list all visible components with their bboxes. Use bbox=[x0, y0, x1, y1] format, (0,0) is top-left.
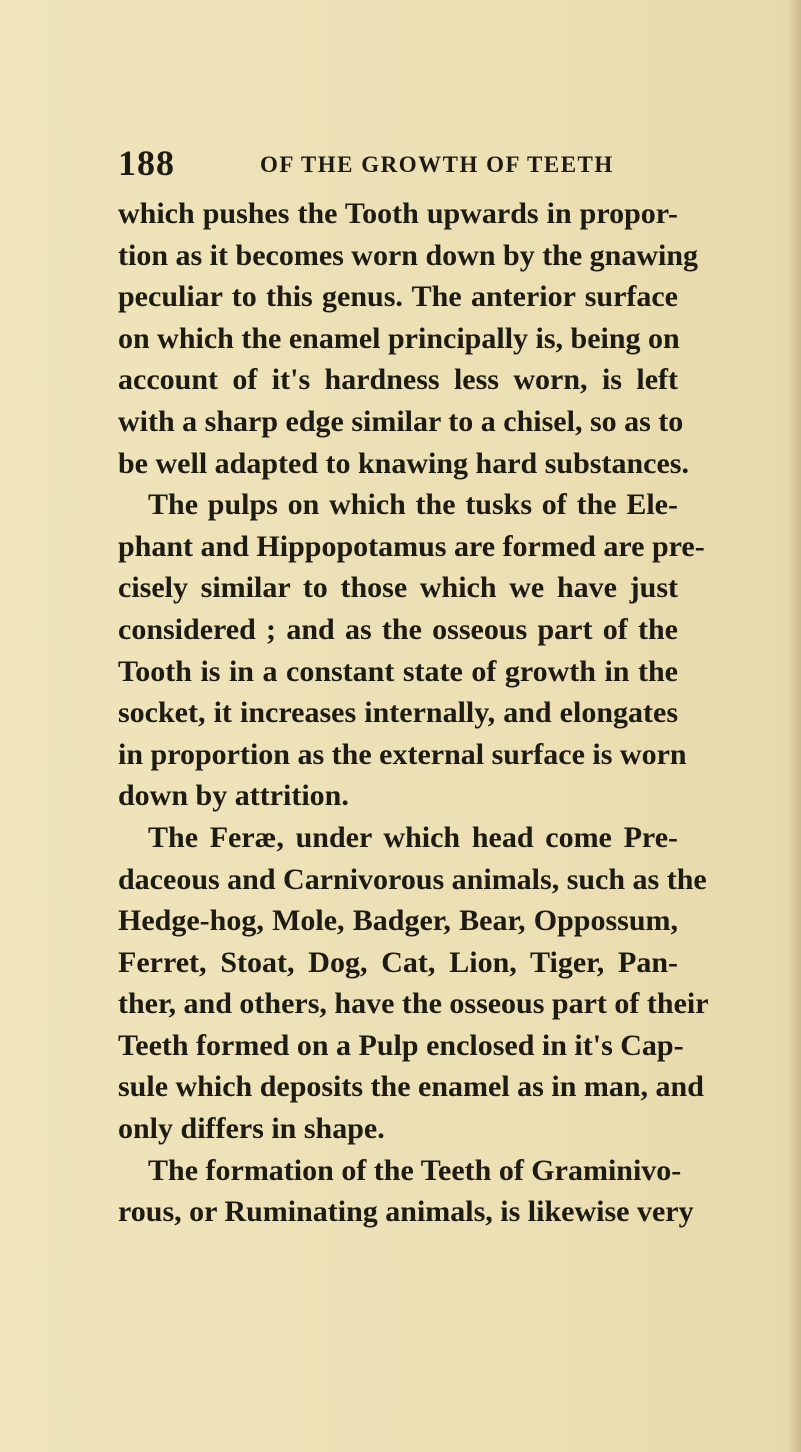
text-line: be well adapted to knawing hard substances. bbox=[118, 446, 689, 480]
text-line: Hedge-hog, Mole, Badger, Bear, Oppossum, bbox=[118, 904, 678, 938]
text-line: with a sharp edge similar to a chisel, so as to bbox=[118, 404, 684, 438]
text-line: cisely similar to those which we have just bbox=[118, 571, 678, 605]
paragraph-start-line: The Feræ, under which head come Pre- bbox=[148, 820, 678, 854]
text-line: peculiar to this genus. The anterior surface bbox=[118, 280, 678, 314]
text-line: phant and Hippopotamus are formed are pre- bbox=[118, 529, 705, 563]
text-line: Ferret, Stoat, Dog, Cat, Lion, Tiger, Pan- bbox=[118, 945, 678, 979]
running-head: OF THE GROWTH OF TEETH bbox=[260, 152, 614, 177]
page-header bbox=[118, 142, 678, 182]
text-line: ther, and others, have the osseous part of their bbox=[118, 987, 709, 1021]
text-line: rous, or Ruminating animals, is likewise very bbox=[118, 1195, 694, 1229]
text-line: Teeth formed on a Pulp enclosed in it's Cap- bbox=[118, 1028, 684, 1062]
text-line: on which the enamel principally is, being on bbox=[118, 321, 680, 355]
text-line: which pushes the Tooth upwards in propor- bbox=[118, 197, 678, 230]
text-line: account of it's hardness less worn, is left bbox=[118, 363, 678, 397]
page-number: 188 bbox=[118, 143, 175, 183]
paragraph-end-line: down by attrition. bbox=[118, 779, 349, 813]
text-line: considered ; and as the osseous part of the bbox=[118, 612, 678, 646]
text-line: daceous and Carnivorous animals, such as the bbox=[118, 862, 707, 896]
text-line: tion as it becomes worn down by the gnawing bbox=[118, 238, 699, 272]
page-edge-shadow bbox=[787, 0, 801, 1452]
body-text bbox=[118, 193, 709, 1233]
paragraph-start-line: The formation of the Teeth of Graminivo- bbox=[148, 1153, 682, 1187]
text-line: Tooth is in a constant state of growth in the bbox=[118, 654, 678, 688]
text-line: sule which deposits the enamel as in man, and bbox=[118, 1070, 704, 1104]
paragraph-end-line: only differs in shape. bbox=[118, 1112, 385, 1146]
text-line: in proportion as the external surface is worn bbox=[118, 737, 687, 771]
text-line: socket, it increases internally, and elongates bbox=[118, 696, 678, 730]
paragraph-start-line: The pulps on which the tusks of the Ele- bbox=[148, 488, 678, 522]
